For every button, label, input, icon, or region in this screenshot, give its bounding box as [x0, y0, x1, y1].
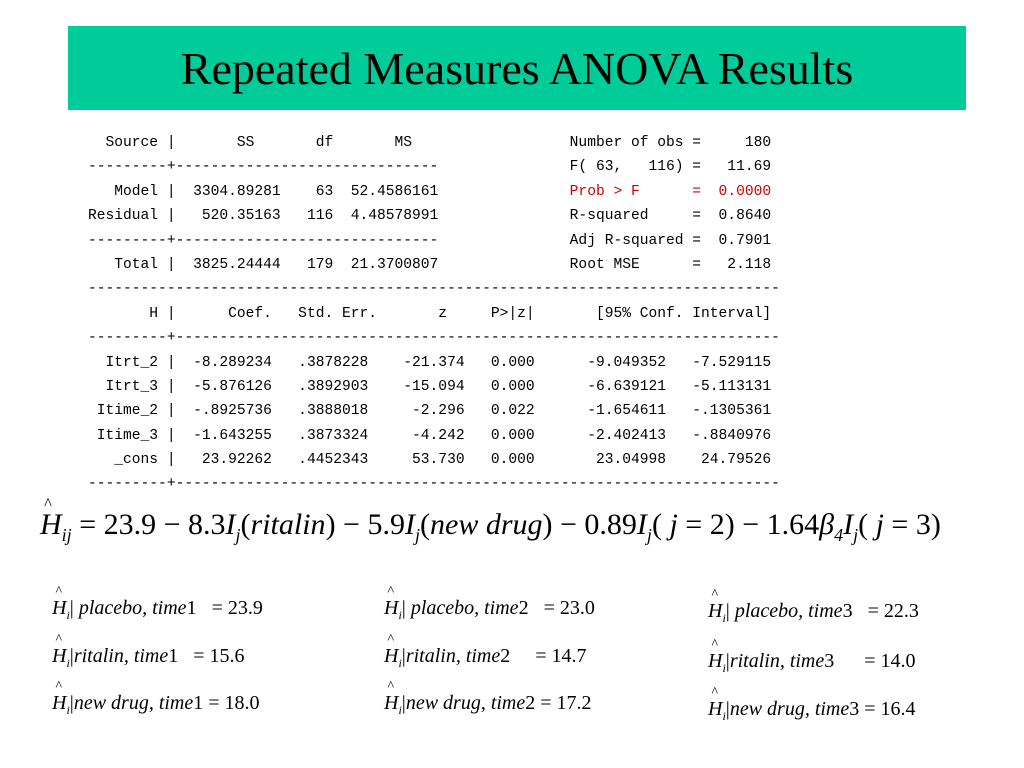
- anova-row: [88, 180, 780, 204]
- anova-row: Residual | 520.35163 116 4.48578991 R-squared = 0.8640: [88, 208, 772, 225]
- pred-symbol: H: [384, 597, 399, 619]
- anova-row: ---------+---------------------------------------------------------------------: [88, 476, 780, 493]
- prediction-newdrug-time1: [52, 678, 260, 718]
- pred-bar: |: [725, 698, 730, 720]
- prediction-placebo-time3: [708, 586, 919, 626]
- pred-bar: |: [69, 597, 74, 619]
- pred-symbol: H: [384, 692, 399, 714]
- eq-indicator: I: [843, 508, 854, 541]
- prediction-placebo-time1: [52, 583, 263, 623]
- pred-value: = 22.3: [852, 600, 919, 622]
- pred-time: 3: [842, 600, 853, 622]
- pred-symbol: H: [52, 645, 67, 667]
- eq-part: (: [651, 508, 670, 541]
- pred-condition: placebo, time: [410, 597, 519, 619]
- pred-symbol: H: [708, 698, 723, 720]
- eq-part: (: [420, 508, 430, 541]
- anova-row: H | Coef. Std. Err. z P>|z| [95% Conf. Interval]: [88, 305, 772, 322]
- eq-term: new drug: [430, 508, 543, 541]
- eq-term: ritalin: [250, 508, 326, 541]
- pred-value: = 14.0: [834, 650, 916, 672]
- eq-part: = 2) − 1.64: [677, 508, 820, 541]
- pred-symbol: H: [52, 692, 67, 714]
- title-banner: [68, 26, 966, 110]
- hat-symbol: ^: [711, 636, 719, 652]
- eq-sub: j: [235, 525, 241, 545]
- eq-indicator: I: [636, 508, 647, 541]
- pred-symbol: H: [708, 600, 723, 622]
- pred-time: 3: [849, 698, 860, 720]
- pred-time: 1: [186, 597, 197, 619]
- eq-part: (: [858, 508, 876, 541]
- pred-sub: i: [66, 656, 70, 670]
- eq-indicator: I: [225, 508, 236, 541]
- pred-condition: placebo, time: [734, 600, 843, 622]
- eq-sub: ij: [61, 525, 72, 545]
- anova-row: Source | SS df MS Number of obs = 180: [88, 135, 772, 151]
- eq-lhs: H: [40, 508, 62, 541]
- eq-part: ) − 5.9: [325, 508, 405, 541]
- prediction-ritalin-time3: [708, 636, 916, 676]
- eq-sub: j: [853, 525, 859, 545]
- anova-row-text: Model | 3304.89281 63 52.4586161: [88, 183, 439, 200]
- pred-time: 3: [824, 650, 835, 672]
- pred-condition: new drug, time: [405, 692, 526, 714]
- pred-bar: |: [401, 692, 406, 714]
- pred-bar: |: [401, 645, 406, 667]
- pred-value: = 15.6: [178, 645, 245, 667]
- anova-row: Itrt_3 | -5.876126 .3892903 -15.094 0.000 -6.639121 -5.113131: [88, 378, 772, 395]
- eq-indicator: I: [404, 508, 415, 541]
- pred-condition: ritalin, time: [729, 650, 825, 672]
- regression-equation: [40, 493, 941, 546]
- pred-condition: new drug, time: [729, 698, 850, 720]
- pred-value: = 23.9: [196, 597, 263, 619]
- pred-sub: i: [722, 611, 726, 625]
- anova-row: _cons | 23.92262 .4452343 53.730 0.000 23.04998 24.79526: [88, 452, 772, 469]
- anova-output: [88, 131, 780, 497]
- anova-row: ---------+------------------------------ F( 63, 116) = 11.69: [88, 159, 772, 176]
- pred-time: 1: [168, 645, 179, 667]
- pred-sub: i: [722, 709, 726, 723]
- pred-condition: ritalin, time: [73, 645, 169, 667]
- pred-value: = 18.0: [203, 692, 260, 714]
- pred-bar: |: [69, 645, 74, 667]
- hat-symbol: ^: [55, 583, 63, 599]
- anova-row: ---------+------------------------------ Adj R-squared = 0.7901: [88, 232, 772, 249]
- anova-row: Total | 3825.24444 179 21.3700807 Root MSE = 2.118: [88, 256, 772, 273]
- pred-bar: |: [725, 600, 730, 622]
- pred-bar: |: [69, 692, 74, 714]
- pred-sub: i: [398, 703, 402, 717]
- pred-bar: |: [725, 650, 730, 672]
- eq-part: ) − 0.89: [542, 508, 637, 541]
- pred-condition: ritalin, time: [405, 645, 501, 667]
- anova-row: Itrt_2 | -8.289234 .3878228 -21.374 0.000 -9.049352 -7.529115: [88, 354, 772, 371]
- pred-condition: new drug, time: [73, 692, 194, 714]
- anova-row: ---------+---------------------------------------------------------------------: [88, 330, 780, 347]
- pred-symbol: H: [52, 597, 67, 619]
- pred-value: = 17.2: [535, 692, 592, 714]
- eq-sub: j: [414, 525, 420, 545]
- anova-row: Itime_3 | -1.643255 .3873324 -4.242 0.000 -2.402413 -.8840976: [88, 427, 772, 444]
- hat-symbol: ^: [711, 586, 719, 602]
- pred-sub: i: [398, 656, 402, 670]
- prediction-placebo-time2: [384, 583, 595, 623]
- prediction-newdrug-time3: [708, 684, 916, 724]
- hat-symbol: ^: [387, 583, 395, 599]
- eq-part: (: [240, 508, 251, 541]
- hat-symbol: ^: [387, 678, 395, 694]
- anova-row: -------------------------------------------------------------------------------: [88, 281, 780, 298]
- page-title: Repeated Measures ANOVA Results: [180, 42, 854, 94]
- pred-condition: placebo, time: [78, 597, 187, 619]
- pred-value: = 16.4: [859, 698, 916, 720]
- pred-symbol: H: [708, 650, 723, 672]
- pred-time: 2: [525, 692, 536, 714]
- prob-f-line: Prob > F = 0.0000: [438, 183, 772, 200]
- pred-sub: i: [66, 703, 70, 717]
- pred-value: = 14.7: [510, 645, 587, 667]
- pred-time: 2: [500, 645, 511, 667]
- eq-term: j: [875, 508, 884, 541]
- eq-beta: β: [819, 508, 835, 541]
- hat-symbol: ^: [44, 493, 52, 513]
- eq-sub: j: [646, 525, 652, 545]
- prediction-ritalin-time2: [384, 631, 587, 671]
- hat-symbol: ^: [55, 678, 63, 694]
- eq-term: j: [669, 508, 678, 541]
- eq-part: = 23.9 − 8.3: [71, 508, 226, 541]
- eq-sub: 4: [834, 525, 844, 545]
- pred-sub: i: [722, 661, 726, 675]
- anova-row: Itime_2 | -.8925736 .3888018 -2.296 0.022 -1.654611 -.1305361: [88, 403, 772, 420]
- pred-time: 1: [193, 692, 204, 714]
- hat-symbol: ^: [387, 631, 395, 647]
- pred-time: 2: [518, 597, 529, 619]
- pred-sub: i: [398, 608, 402, 622]
- pred-value: = 23.0: [528, 597, 595, 619]
- pred-sub: i: [66, 608, 70, 622]
- pred-bar: |: [401, 597, 406, 619]
- hat-symbol: ^: [55, 631, 63, 647]
- pred-symbol: H: [384, 645, 399, 667]
- eq-part: = 3): [883, 508, 941, 541]
- prediction-ritalin-time1: [52, 631, 245, 671]
- prediction-newdrug-time2: [384, 678, 592, 718]
- hat-symbol: ^: [711, 684, 719, 700]
